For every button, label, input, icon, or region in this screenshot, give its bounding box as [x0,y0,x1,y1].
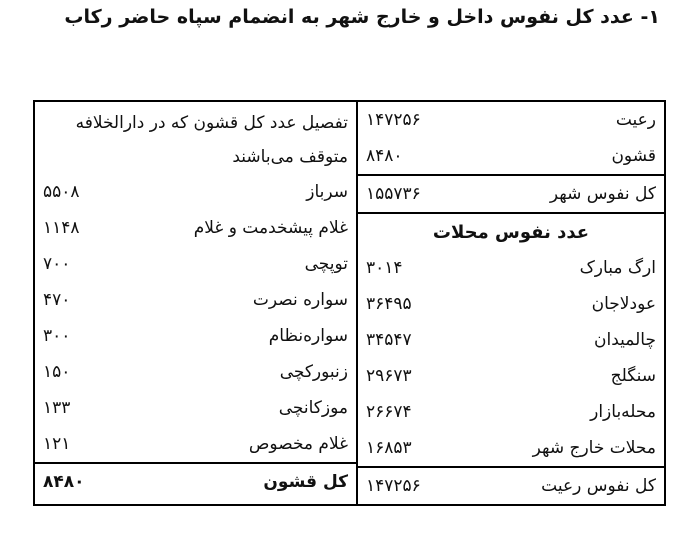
city-population-column [357,101,665,505]
table-row [358,430,664,466]
table-row [35,390,356,426]
table-row [35,282,356,318]
table-row [358,138,664,174]
table-row [358,322,664,358]
row-label: محله‌بازار [590,402,656,422]
page-title: ۱- عدد کل نفوس داخل و خارج شهر به انضمام سپاه حاضر رکاب [64,6,660,28]
row-label: غلام مخصوص [248,434,348,454]
row-label: رعیت [615,110,656,130]
table-row [358,250,664,286]
row-label: قشون [611,146,656,166]
row-value: ۲۶۶۷۴ [366,402,412,422]
row-value: ۱۵۰ [43,362,71,382]
row-label: کل قشون [263,472,348,492]
row-label: زنبورکچی [279,362,348,382]
row-label: سواره‌نظام [268,326,348,346]
row-label: غلام پیشخدمت و غلام [193,218,348,238]
table-row [35,318,356,354]
row-value: ۱۶۸۵۳ [366,438,412,458]
table-row [35,426,356,462]
troops-total-row [35,462,356,500]
row-value: ۷۰۰ [43,254,71,274]
row-label: سنگلج [610,366,656,386]
row-value: ۳۶۴۹۵ [366,294,412,314]
table-row [35,354,356,390]
row-value: ۸۴۸۰ [366,146,403,166]
row-label: موزکانچی [278,398,348,418]
row-value: ۱۵۵۷۳۶ [366,184,421,204]
city-total-row [358,174,664,212]
row-label: توپچی [304,254,348,274]
row-label: کل نفوس رعیت [541,476,656,496]
row-value: ۵۵۰۸ [43,182,80,202]
row-value: ۱۱۴۸ [43,218,80,238]
table-row [358,286,664,322]
row-label: کل نفوس شهر [549,184,656,204]
row-label: سرباز [306,182,348,202]
troops-description: تفصیل عدد کل قشون که در دارالخلافه متوقف می‌باشند [75,113,348,167]
population-table [33,100,666,506]
row-value: ۱۳۳ [43,398,71,418]
row-label: چالمیدان [594,330,656,350]
residents-total-row [358,466,664,504]
row-value: ۱۴۷۲۵۶ [366,110,421,130]
table-row [35,174,356,210]
row-value: ۴۷۰ [43,290,71,310]
table-row [35,246,356,282]
districts-heading: عدد نفوس محلات [358,212,664,250]
row-value: ۳۴۵۴۷ [366,330,412,350]
row-value: ۲۹۶۷۳ [366,366,412,386]
troops-column [34,101,357,505]
row-value: ۱۲۱ [43,434,71,454]
row-label: ارگ مبارک [579,258,656,278]
table-row [358,102,664,138]
row-label: محلات خارج شهر [532,438,656,458]
row-value: ۱۴۷۲۵۶ [366,476,421,496]
row-label: عودلاجان [591,294,656,314]
table-row [35,210,356,246]
table-row [358,394,664,430]
table-row [358,358,664,394]
row-value: ۳۰۰ [43,326,71,346]
row-value: ۸۴۸۰ [43,472,85,492]
row-label: سواره نصرت [252,290,348,310]
row-value: ۳۰۱۴ [366,258,403,278]
